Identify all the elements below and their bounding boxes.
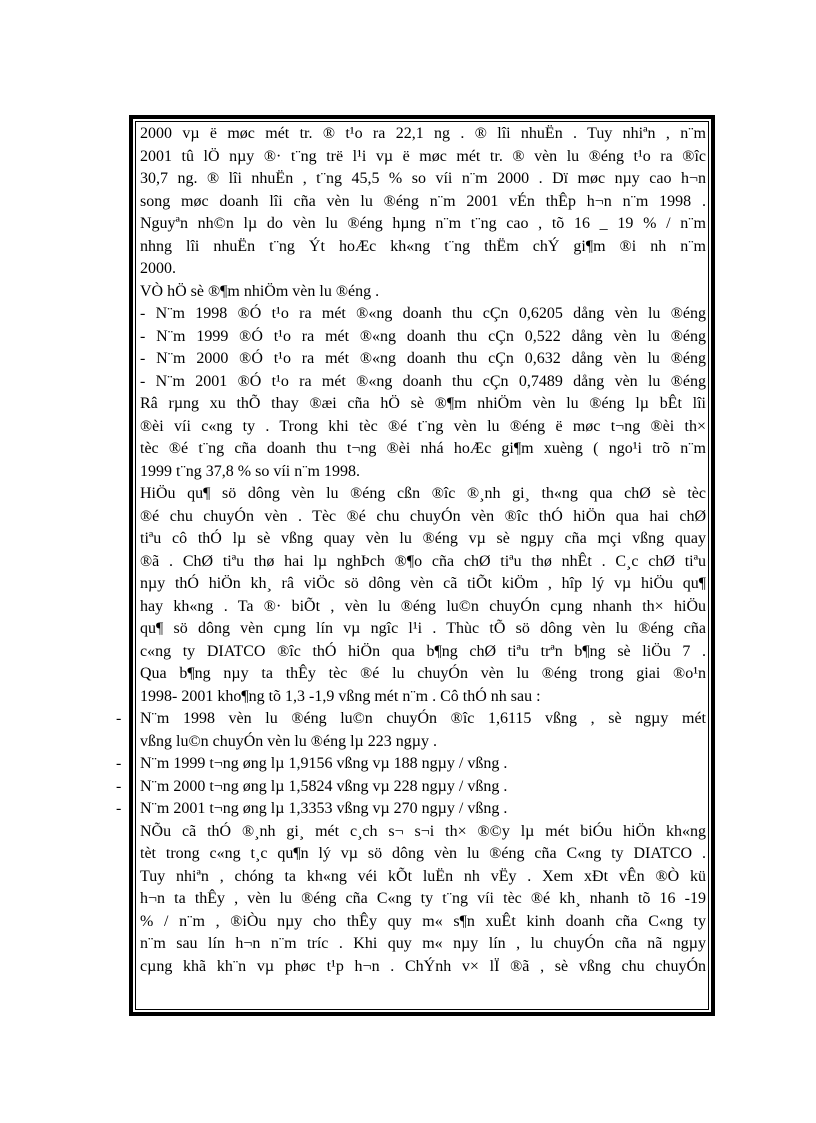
- text-line: Qua b¶ng nµy ta thÊy tèc ®é lu chuyÓn vèn lu ®éng trong giai ®o¹n: [140, 665, 706, 682]
- text-line: vßng lu©n chuyÓn vèn lu ®éng lµ 223 ngµy .: [140, 732, 437, 750]
- text-line: ®èi víi c«ng ty . Trong khi tèc ®é t¨ng vèn lu ®éng ë møc t¬ng ®èi th×: [140, 417, 706, 435]
- text-line: 2001 tû lÖ nµy ®· t¨ng trë l¹i vµ ë møc mét tr. ® vèn lu ®éng t¹o ra ®îc: [140, 147, 706, 165]
- text-line: 1999 t¨ng 37,8 % so víi n¨m 1998.: [140, 462, 360, 480]
- text-line: - N¨m 2001 ®Ó t¹o ra mét ®«ng doanh thu cÇn 0,7489 dång vèn lu ®éng: [140, 372, 706, 390]
- text-line: tèt trong c«ng t¸c qu¶n lý vµ sö dông vèn lu ®éng cña C«ng ty DIATCO .: [140, 845, 706, 862]
- text-line: Tuy nhiªn , chóng ta kh«ng véi kÕt luËn nh vËy . Xem xÐt vÊn ®Ò kü: [140, 867, 706, 885]
- text-line: 2000.: [140, 260, 176, 277]
- text-line: nhng lîi nhuËn t¨ng Ýt hoÆc kh«ng t¨ng thËm chÝ gi¶m ®i nh n¨m: [140, 237, 706, 255]
- text-line: c«ng ty DIATCO ®îc thÓ hiÖn qua b¶ng chØ tiªu trªn b¶ng sè liÖu 7 .: [140, 642, 706, 660]
- list-bullet-dash: -: [116, 755, 122, 772]
- text-line: N¨m 2001 t¬ng øng lµ 1,3353 vßng vµ 270 ngµy / vßng .: [140, 800, 508, 817]
- text-line: nµy thÓ hiÖn kh¸ râ viÖc sö dông vèn cã tiÕt kiÖm , hîp lý vµ hiÖu qu¶: [140, 575, 706, 592]
- list-bullet-dash: -: [116, 800, 122, 817]
- list-bullet-dash: -: [116, 710, 122, 727]
- text-line: VÒ hÖ sè ®¶m nhiÖm vèn lu ®éng .: [140, 282, 380, 300]
- text-line: ®é chu chuyÓn vèn . Tèc ®é chu chuyÓn vèn ®îc thÓ hiÖn qua hai chØ: [140, 507, 706, 525]
- text-line: 2000 vµ ë møc mét tr. ® t¹o ra 22,1 ng . ® lîi nhuËn . Tuy nhiªn , n¨m: [140, 125, 706, 142]
- text-line: tèc ®é t¨ng cña doanh thu t¬ng ®èi nhá hoÆc gi¶m xuèng ( ngo¹i trõ n¨m: [140, 440, 706, 457]
- document-body: [140, 123, 706, 978]
- text-line: Nguyªn nh©n lµ do vèn lu ®éng hµng n¨m t¨ng cao , tõ 16 _ 19 % / n¨m: [140, 215, 706, 232]
- list-bullet-dash: -: [116, 777, 122, 795]
- text-line: 30,7 ng. ® lîi nhuËn , t¨ng 45,5 % so víi n¨m 2000 . Dï møc nµy cao h¬n: [140, 170, 706, 187]
- text-line: 1998- 2001 kho¶ng tõ 1,3 -1,9 vßng mét n¨m . Cô thÓ nh sau :: [140, 687, 541, 705]
- text-line: hay kh«ng . Ta ®· biÕt , vèn lu ®éng lu©n chuyÓn cµng nhanh th× hiÖu: [140, 597, 706, 615]
- text-line: % / n¨m , ®iÒu nµy cho thÊy quy m« s¶n xuÊt kinh doanh cña C«ng ty: [140, 912, 706, 930]
- text-line: N¨m 1999 t¬ng øng lµ 1,9156 vßng vµ 188 ngµy / vßng .: [140, 755, 508, 772]
- text-line: - N¨m 2000 ®Ó t¹o ra mét ®«ng doanh thu cÇn 0,632 dång vèn lu ®éng: [140, 350, 706, 367]
- text-line: Râ rµng xu thÕ thay ®æi cña hÖ sè ®¶m nhiÖm vèn lu ®éng lµ bÊt lîi: [140, 395, 706, 412]
- text-line: tiªu cô thÓ lµ sè vßng quay vèn lu ®éng vµ sè ngµy cña mçi vßng quay: [140, 530, 706, 547]
- text-line: N¨m 1998 vèn lu ®éng lu©n chuyÓn ®îc 1,6115 vßng , sè ngµy mét: [140, 710, 706, 727]
- text-line: cµng khã kh¨n vµ phøc t¹p h¬n . ChÝnh v× lÏ ®ã , sè vßng chu chuyÓn: [140, 957, 706, 975]
- text-line: h¬n ta thÊy , vèn lu ®éng cña C«ng ty t¨ng víi tèc ®é kh¸ nhanh tõ 16 -19: [140, 890, 706, 907]
- text-line: - N¨m 1998 ®Ó t¹o ra mét ®«ng doanh thu cÇn 0,6205 dång vèn lu ®éng: [140, 305, 706, 322]
- text-line: - N¨m 1999 ®Ó t¹o ra mét ®«ng doanh thu cÇn 0,522 dång vèn lu ®éng: [140, 327, 706, 345]
- text-line: HiÖu qu¶ sö dông vèn lu ®éng cßn ®îc ®¸nh gi¸ th«ng qua chØ sè tèc: [140, 485, 706, 502]
- text-line: NÕu cã thÓ ®¸nh gi¸ mét c¸ch s¬ s¬i th× ®©y lµ mét biÓu hiÖn kh«ng: [140, 822, 706, 840]
- text-line: song møc doanh lîi cña vèn lu ®éng n¨m 2001 vÉn thÊp h¬n n¨m 1998 .: [140, 192, 706, 210]
- text-line: ®ã . ChØ tiªu thø hai lµ nghÞch ®¶o cña chØ tiªu thø nhÊt . C¸c chØ tiªu: [140, 552, 706, 570]
- text-line: N¨m 2000 t¬ng øng lµ 1,5824 vßng vµ 228 ngµy / vßng .: [140, 777, 508, 795]
- text-line: qu¶ sö dông vèn cµng lín vµ ngîc l¹i . Thùc tÕ sö dông vèn lu ®éng cña: [140, 620, 706, 637]
- text-line: n¨m sau lín h¬n n¨m tríc . Khi quy m« nµy lín , lu chuyÓn cña nã ngµy: [140, 935, 706, 952]
